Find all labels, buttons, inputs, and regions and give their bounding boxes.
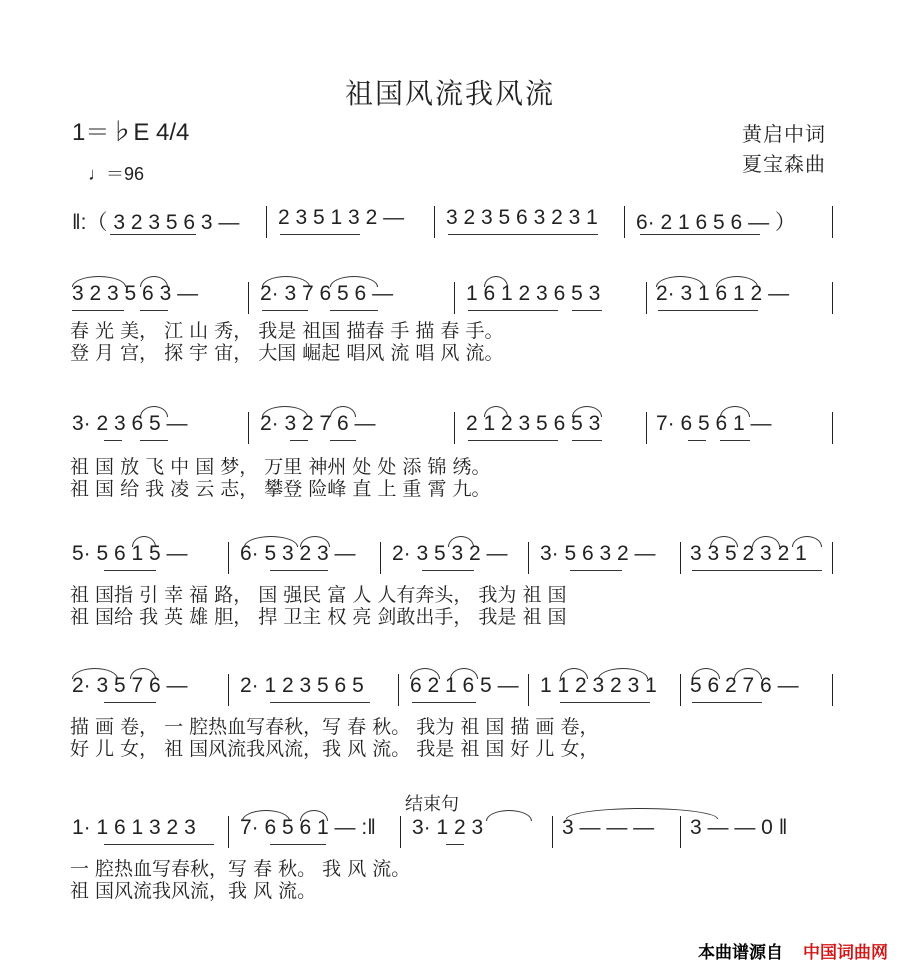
barline (380, 542, 381, 574)
measure-6-5: 3 — — 0 ‖ (690, 816, 788, 839)
beam-line (270, 702, 370, 703)
beam-line (570, 570, 622, 571)
key-signature: 1＝♭E 4/4 (72, 119, 190, 146)
barline (228, 542, 229, 574)
lyricist-credit: 黄启中词 (742, 122, 826, 146)
beam-line (104, 570, 156, 571)
measure-4-1: 5· 5 6 1 5 — (72, 542, 188, 565)
beam-line (140, 310, 168, 311)
beam-line (110, 234, 196, 235)
lyrics-verse-1: 春 光 美， 江 山 秀， 我是 祖国 描春 手 描 春 手。 (70, 320, 504, 342)
barline (624, 206, 625, 238)
measure-3-1: 3· 2 3 6 5 — (72, 412, 188, 435)
beam-line (692, 570, 822, 571)
barline (680, 674, 681, 706)
barline (832, 206, 833, 238)
barline (266, 206, 267, 238)
composer-credit: 夏宝森曲 (742, 152, 826, 176)
barline (528, 674, 529, 706)
score-title: 祖国风流我风流 (344, 77, 555, 110)
score-system-6 (0, 816, 900, 936)
measure-5-4: 1 1 2 3 2 3 1 (540, 674, 657, 697)
site-link[interactable]: 中国词曲网 (803, 943, 888, 963)
barline (400, 816, 401, 848)
measure-4-5: 3 3 5 2 3 2 1 (690, 542, 807, 565)
beam-line (280, 234, 360, 235)
beam-line (104, 440, 122, 441)
barline (454, 412, 455, 444)
beam-line (572, 440, 602, 441)
measure-3-3: 2 1 2 3 5 6 5 3 (466, 412, 601, 435)
measure-5-3: 6 2 1 6 5 — (410, 674, 519, 697)
barline (832, 282, 833, 314)
measure-6-1: 1· 1 6 1 3 2 3 (72, 816, 196, 839)
measure-1-1: ‖:（ 3 2 3 5 6 3 — (72, 211, 240, 234)
barline (528, 542, 529, 574)
measure-1-2: 2 3 5 1 3 2 — (278, 206, 405, 229)
barline (552, 816, 553, 848)
measure-6-2: 7· 6 5 6 1 — :‖ (240, 816, 376, 839)
measure-2-4: 2· 3 1 6 1 2 — (656, 282, 790, 305)
source-prefix: 本曲谱源自 (698, 943, 783, 963)
barline (832, 674, 833, 706)
measure-1-4: 6· 2 1 6 5 6 — ） (636, 211, 796, 234)
barline (832, 412, 833, 444)
beam-line (468, 440, 558, 441)
measure-6-4: 3 — — — (562, 816, 655, 839)
measure-5-2: 2· 1 2 3 5 6 5 (240, 674, 364, 697)
beam-line (290, 440, 308, 441)
beam-line (270, 570, 328, 571)
barline (248, 412, 249, 444)
barline (680, 816, 681, 848)
tempo-marking: ♩＝96 (88, 164, 145, 184)
lyrics-verse-1: 一 腔热血写春秋，写 春 秋。 我 风 流。 (70, 858, 411, 880)
lyrics-verse-2: 祖 国风流我风流，我 风 流。 (70, 880, 317, 902)
barline (228, 816, 229, 848)
score-system-3 (0, 412, 900, 532)
barline (228, 674, 229, 706)
beam-line (262, 310, 308, 311)
lyrics-verse-2: 登 月 宫， 探 宇 宙， 大国 崛起 唱风 流 唱 风 流。 (70, 342, 504, 364)
beam-line (270, 844, 326, 845)
beam-line (104, 702, 156, 703)
beam-line (72, 310, 124, 311)
beam-line (692, 702, 762, 703)
beam-line (446, 844, 464, 845)
lyrics-verse-1: 祖 国指 引 幸 福 路， 国 强民 富 人 人有奔头， 我为 祖 国 (70, 584, 567, 606)
beam-line (448, 234, 598, 235)
measure-6-3: 3· 1 2 3 (412, 816, 484, 839)
barline (248, 282, 249, 314)
beam-line (104, 844, 214, 845)
beam-line (412, 702, 476, 703)
measure-4-4: 3· 5 6 3 2 — (540, 542, 656, 565)
score-system-2 (0, 282, 900, 402)
lyrics-verse-2: 好 儿 女， 祖 国风流我风流，我 风 流。 我是 祖 国 好 儿 女， (70, 738, 599, 760)
beam-line (422, 570, 474, 571)
measure-5-1: 2· 3 5 7 6 — (72, 674, 188, 697)
ending-label: 结束句 (405, 794, 459, 815)
beam-line (640, 234, 760, 235)
measure-5-5: 5 6 2 7 6 — (690, 674, 799, 697)
lyrics-verse-2: 祖 国 给 我 凌 云 志， 攀登 险峰 直 上 重 霄 九。 (70, 478, 491, 500)
measure-2-3: 1 6 1 2 3 6 5 3 (466, 282, 601, 305)
lyrics-verse-1: 祖 国 放 飞 中 国 梦， 万里 神州 处 处 添 锦 绣。 (70, 456, 491, 478)
beam-line (688, 440, 706, 441)
beam-line (658, 310, 758, 311)
score-system-4 (0, 542, 900, 662)
barline (454, 282, 455, 314)
measure-3-4: 7· 6 5 6 1 — (656, 412, 772, 435)
barline (832, 542, 833, 574)
barline (646, 282, 647, 314)
beam-line (560, 702, 650, 703)
beam-line (468, 310, 558, 311)
beam-line (330, 440, 356, 441)
lyrics-verse-1: 描 画 卷， 一 腔热血写春秋，写 春 秋。 我为 祖 国 描 画 卷， (70, 716, 599, 738)
barline (398, 674, 399, 706)
barline (646, 412, 647, 444)
barline (434, 206, 435, 238)
slur (486, 810, 532, 821)
measure-2-1: 3 2 3 5 6 3 — (72, 282, 199, 305)
measure-4-2: 6· 5 3 2 3 — (240, 542, 356, 565)
beam-line (140, 440, 168, 441)
measure-3-2: 2· 3 2 7 6 — (260, 412, 376, 435)
beam-line (720, 440, 750, 441)
measure-1-3: 3 2 3 5 6 3 2 3 1 (446, 206, 598, 229)
barline (680, 542, 681, 574)
beam-line (330, 310, 378, 311)
lyrics-verse-2: 祖 国给 我 英 雄 胆， 捍 卫主 权 亮 剑敢出手， 我是 祖 国 (70, 606, 567, 628)
score-system-5 (0, 674, 900, 794)
beam-line (572, 310, 602, 311)
measure-4-3: 2· 3 5 3 2 — (392, 542, 508, 565)
measure-2-2: 2· 3 7 6 5 6 — (260, 282, 394, 305)
